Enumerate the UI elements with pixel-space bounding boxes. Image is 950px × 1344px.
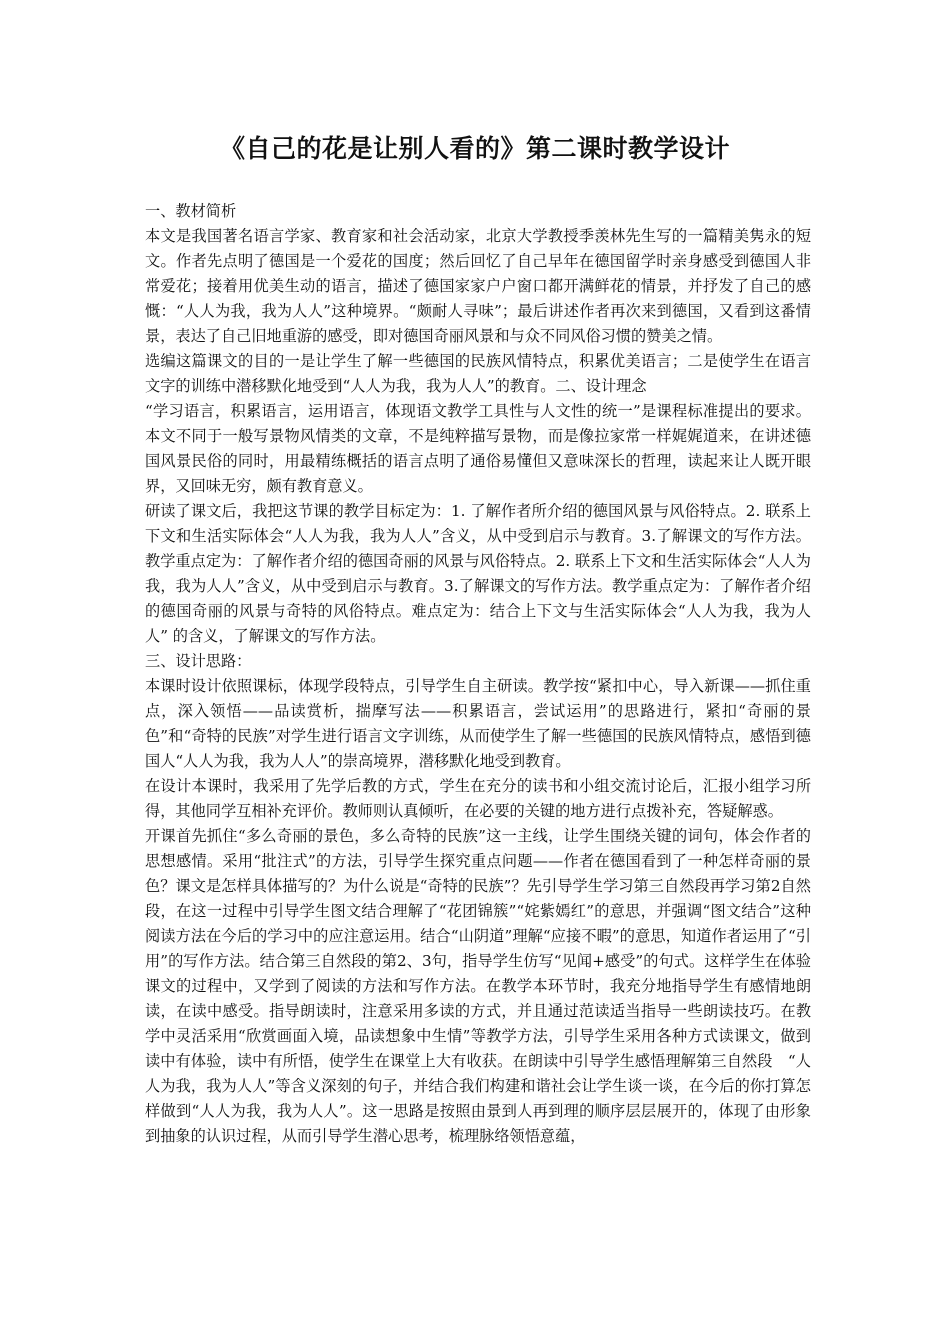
paragraph: 研读了课文后，我把这节课的教学目标定为：1. 了解作者所介绍的德国风景与风俗特点。2. 联系上下文和生活实际体会“人人为我，我为人人”含义，从中受到启示与教育。3.了解课文的写作方法。教学重点定为：了解作者介绍的德国奇丽的风景与风俗特点。2. 联系上下文和生活实际体会“人人为我，我为人人”含义，从中受到启示与教育。3.了解课文的写作方法。教学重点定为：了解作者介绍的德国奇丽的风景与奇特的风俗特点。难点定为：结合上下文与生活实际体会“人人为我，我为人人” 的含义，了解课文的写作方法。 xyxy=(145,502,811,645)
document-title: 《自己的花是让别人看的》第二课时教学设计 xyxy=(219,134,730,163)
paragraph: 开课首先抓住“多么奇丽的景色，多么奇特的民族”这一主线，让学生围绕关键的词句，体会作者的思想感情。采用“批注式”的方法，引导学生探究重点问题——作者在德国看到了一种怎样奇丽的景色？课文是怎样具体描写的？为什么说是“奇特的民族”？先引导学生学习第三自然段再学习第2自然段，在这一过程中引导学生图文结合理解了“花团锦簇”“姹紫嫣红”的意思，并强调“图文结合”这种阅读方法在今后的学习中的应注意运用。结合“山阴道”理解“应接不暇”的意思，知道作者运用了“引用”的写作方法。结合第三自然段的第2、3句，指导学生仿写“见闻+感受”的句式。这样学生在体验课文的过程中，又学到了阅读的方法和写作方法。在教学本环节时，我充分地指导学生有感情地朗读，在读中感受。指导朗读时，注意采用多读的方式，并且通过范读适当指导一些朗读技巧。在教学中灵活采用“欣赏画面入境，品读想象中生情”等教学方法，引导学生采用各种方式读课文，做到读中有体验，读中有所悟，使学生在课堂上大有收获。在朗读中引导学生感悟理解第三自然段 “人人为我，我为人人”等含义深刻的句子，并结合我们构建和谐社会让学生谈一谈，在今后的你打算怎样做到“人人为我，我为人人”。这一思路是按照由景到人再到理的顺序层层展开的，体现了由形象到抽象的认识过程，从而引导学生潜心思考，梳理脉络领悟意蕴， xyxy=(145,827,811,1145)
document-body xyxy=(145,199,811,1149)
section-heading-3: 三、设计思路： xyxy=(145,652,252,670)
paragraph: 本文是我国著名语言学家、教育家和社会活动家，北京大学教授季羡林先生写的一篇精美隽永的短文。作者先点明了德国是一个爱花的国度；然后回忆了自己早年在德国留学时亲身感受到德国人非常爱花；接着用优美生动的语言，描述了德国家家户户窗口都开满鲜花的情景，并抒发了自己的感慨：“人人为我，我为人人”这种境界。“颇耐人寻味”；最后讲述作者再次来到德国，又看到这番情景，表达了自己旧地重游的感受，即对德国奇丽风景和与众不同风俗习惯的赞美之情。 xyxy=(145,227,811,345)
paragraph: 在设计本课时，我采用了先学后教的方式，学生在充分的读书和小组交流讨论后，汇报小组学习所得，其他同学互相补充评价。教师则认真倾听，在必要的关键的地方进行点拨补充，答疑解惑。 xyxy=(145,777,811,820)
section-heading-1: 一、教材简析 xyxy=(145,202,237,220)
paragraph: 本课时设计依照课标，体现学段特点，引导学生自主研读。教学按“紧扣中心，导入新课——抓住重点，深入领悟——品读赏析，揣摩写法——积累语言，尝试运用”的思路进行，紧扣“奇丽的景色”和“奇特的民族”对学生进行语言文字训练，从而使学生了解一些德国的民族风情特点，感悟到德国人“人人为我，我为人人”的崇高境界，潜移默化地受到教育。 xyxy=(145,677,811,770)
paragraph: “学习语言，积累语言，运用语言，体现语文教学工具性与人文性的统一”是课程标准提出的要求。本文不同于一般写景物风情类的文章，不是纯粹描写景物，而是像拉家常一样娓娓道来，在讲述德国风景民俗的同时，用最精练概括的语言点明了通俗易懂但又意味深长的哲理，读起来让人既开眼界，又回味无穷，颇有教育意义。 xyxy=(145,402,811,495)
paragraph: 选编这篇课文的目的一是让学生了解一些德国的民族风情特点，积累优美语言；二是使学生在语言文字的训练中潜移默化地受到“人人为我，我为人人”的教育。二、设计理念 xyxy=(145,352,811,395)
